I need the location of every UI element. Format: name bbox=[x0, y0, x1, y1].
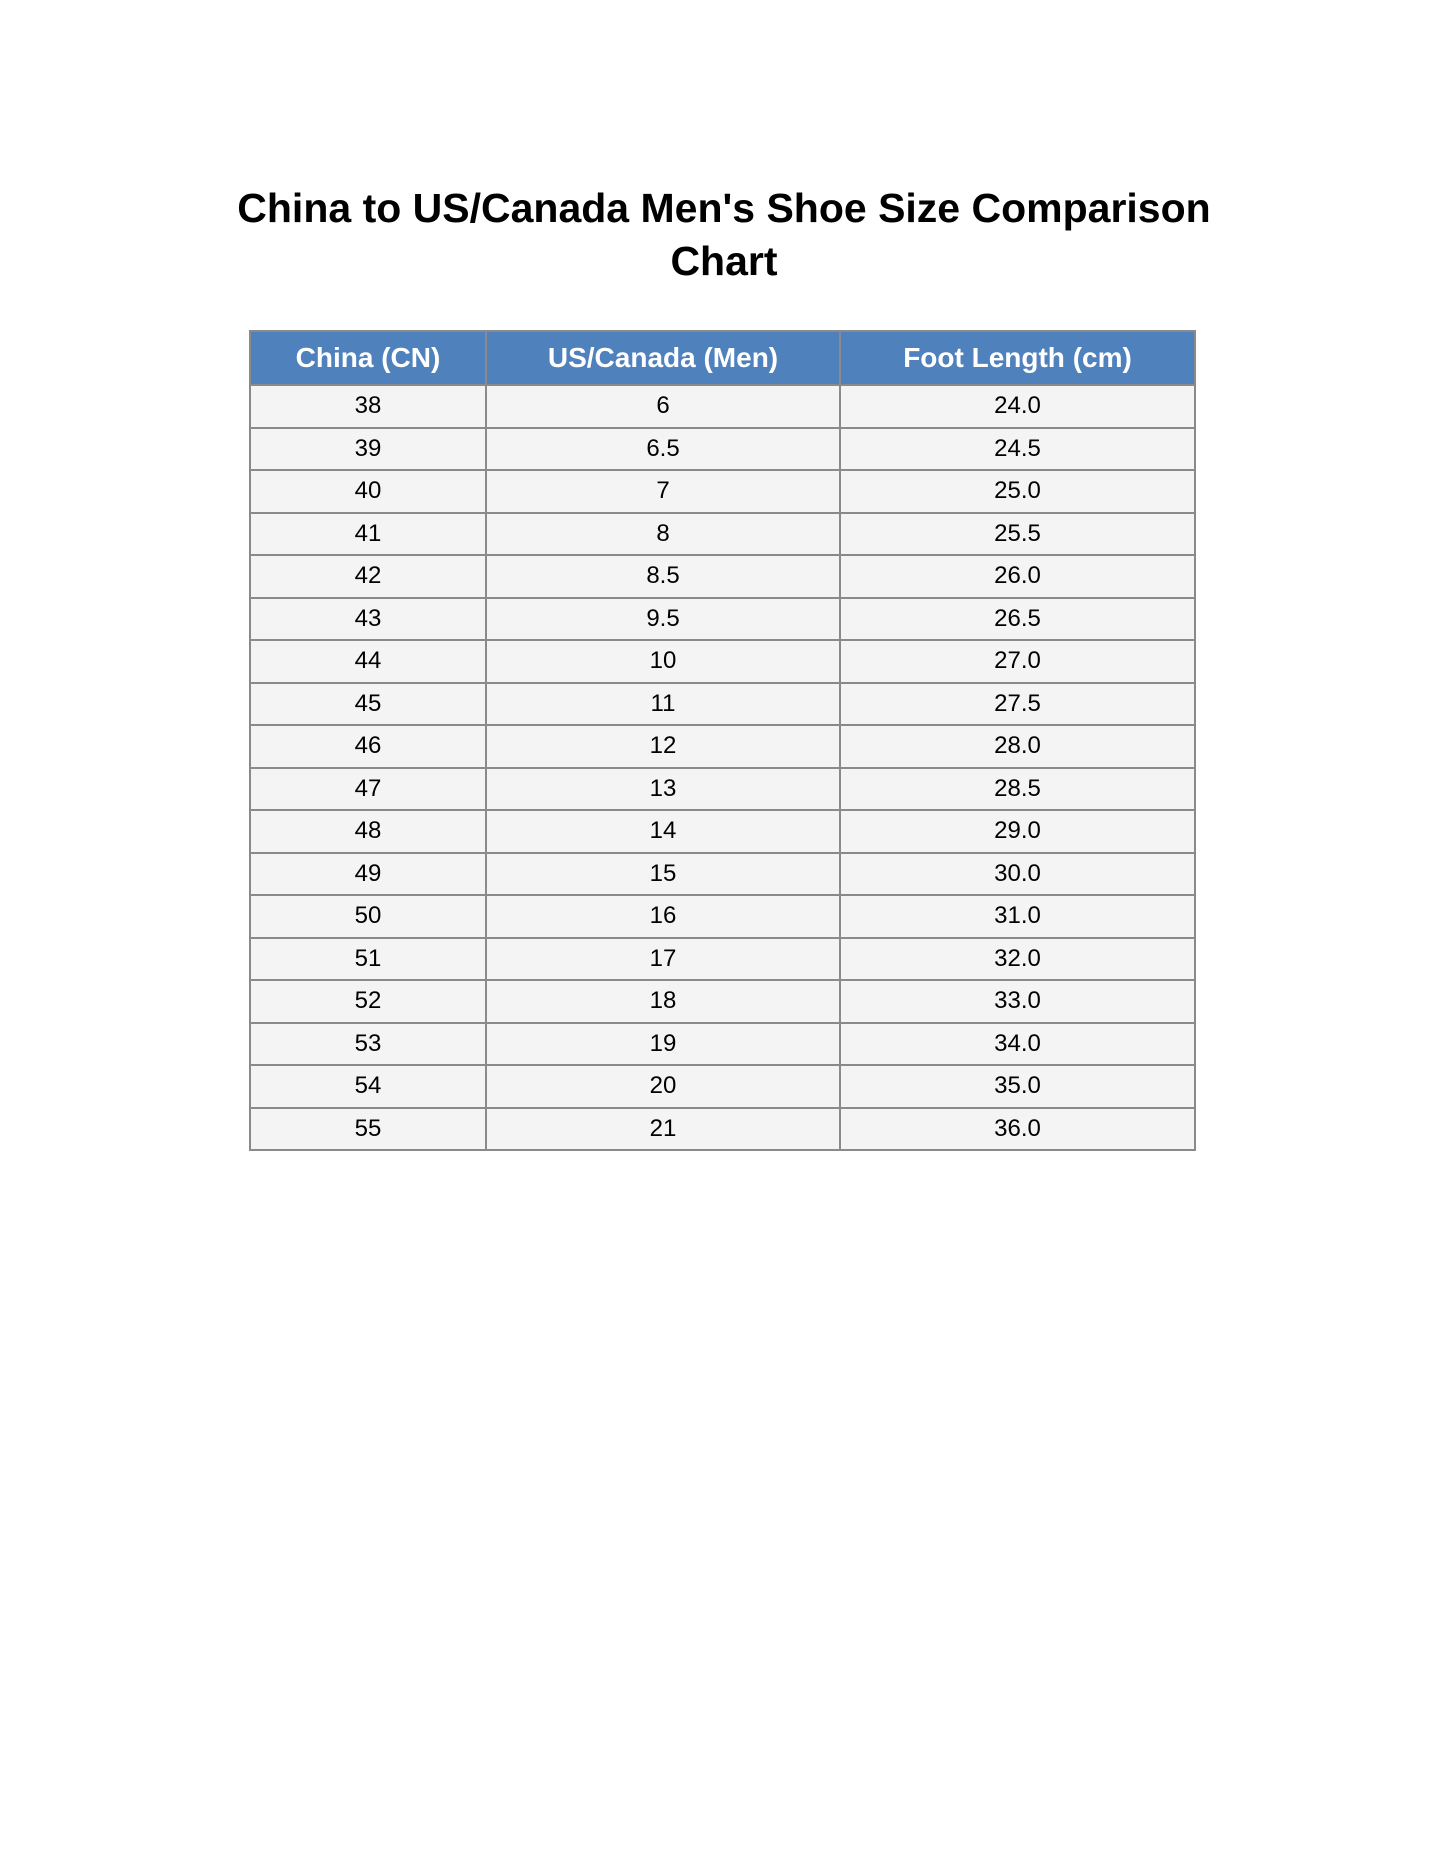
cell-foot-length: 27.5 bbox=[840, 683, 1195, 726]
cell-china-size: 50 bbox=[250, 895, 486, 938]
table-row bbox=[250, 428, 1195, 471]
cell-us-canada-size: 9.5 bbox=[486, 598, 840, 641]
cell-foot-length: 29.0 bbox=[840, 810, 1195, 853]
cell-foot-length: 34.0 bbox=[840, 1023, 1195, 1066]
cell-china-size: 51 bbox=[250, 938, 486, 981]
cell-foot-length: 33.0 bbox=[840, 980, 1195, 1023]
cell-foot-length: 31.0 bbox=[840, 895, 1195, 938]
table-row bbox=[250, 640, 1195, 683]
column-header-foot-length: Foot Length (cm) bbox=[840, 331, 1195, 385]
cell-us-canada-size: 8.5 bbox=[486, 555, 840, 598]
cell-china-size: 42 bbox=[250, 555, 486, 598]
page-title: China to US/Canada Men's Shoe Size Comparison Chart bbox=[237, 185, 1211, 284]
cell-foot-length: 24.0 bbox=[840, 385, 1195, 428]
cell-foot-length: 35.0 bbox=[840, 1065, 1195, 1108]
cell-us-canada-size: 16 bbox=[486, 895, 840, 938]
table-body bbox=[250, 385, 1195, 1150]
cell-foot-length: 27.0 bbox=[840, 640, 1195, 683]
cell-china-size: 54 bbox=[250, 1065, 486, 1108]
cell-china-size: 41 bbox=[250, 513, 486, 556]
cell-china-size: 45 bbox=[250, 683, 486, 726]
table-row bbox=[250, 768, 1195, 811]
cell-china-size: 40 bbox=[250, 470, 486, 513]
table-header-row bbox=[250, 331, 1195, 385]
table-row bbox=[250, 938, 1195, 981]
table-row bbox=[250, 853, 1195, 896]
cell-china-size: 47 bbox=[250, 768, 486, 811]
cell-us-canada-size: 15 bbox=[486, 853, 840, 896]
cell-foot-length: 28.0 bbox=[840, 725, 1195, 768]
table-row bbox=[250, 683, 1195, 726]
cell-china-size: 44 bbox=[250, 640, 486, 683]
cell-us-canada-size: 14 bbox=[486, 810, 840, 853]
table-row bbox=[250, 1108, 1195, 1151]
cell-us-canada-size: 10 bbox=[486, 640, 840, 683]
cell-us-canada-size: 11 bbox=[486, 683, 840, 726]
cell-china-size: 48 bbox=[250, 810, 486, 853]
cell-us-canada-size: 20 bbox=[486, 1065, 840, 1108]
cell-us-canada-size: 18 bbox=[486, 980, 840, 1023]
cell-us-canada-size: 12 bbox=[486, 725, 840, 768]
cell-china-size: 52 bbox=[250, 980, 486, 1023]
cell-us-canada-size: 6 bbox=[486, 385, 840, 428]
cell-foot-length: 32.0 bbox=[840, 938, 1195, 981]
cell-us-canada-size: 19 bbox=[486, 1023, 840, 1066]
cell-china-size: 53 bbox=[250, 1023, 486, 1066]
size-comparison-table bbox=[249, 330, 1196, 1151]
table-row bbox=[250, 385, 1195, 428]
table-row bbox=[250, 1065, 1195, 1108]
cell-china-size: 39 bbox=[250, 428, 486, 471]
table-row bbox=[250, 725, 1195, 768]
cell-foot-length: 36.0 bbox=[840, 1108, 1195, 1151]
cell-foot-length: 28.5 bbox=[840, 768, 1195, 811]
table-row bbox=[250, 513, 1195, 556]
column-header-us-canada: US/Canada (Men) bbox=[486, 331, 840, 385]
cell-foot-length: 25.5 bbox=[840, 513, 1195, 556]
cell-china-size: 49 bbox=[250, 853, 486, 896]
table-row bbox=[250, 598, 1195, 641]
cell-china-size: 46 bbox=[250, 725, 486, 768]
cell-china-size: 43 bbox=[250, 598, 486, 641]
cell-us-canada-size: 13 bbox=[486, 768, 840, 811]
table-row bbox=[250, 1023, 1195, 1066]
cell-us-canada-size: 8 bbox=[486, 513, 840, 556]
table-row bbox=[250, 980, 1195, 1023]
table-row bbox=[250, 895, 1195, 938]
cell-foot-length: 26.0 bbox=[840, 555, 1195, 598]
cell-us-canada-size: 21 bbox=[486, 1108, 840, 1151]
cell-foot-length: 26.5 bbox=[840, 598, 1195, 641]
cell-china-size: 38 bbox=[250, 385, 486, 428]
table-row bbox=[250, 470, 1195, 513]
cell-us-canada-size: 7 bbox=[486, 470, 840, 513]
cell-foot-length: 25.0 bbox=[840, 470, 1195, 513]
table-row bbox=[250, 555, 1195, 598]
cell-us-canada-size: 17 bbox=[486, 938, 840, 981]
cell-china-size: 55 bbox=[250, 1108, 486, 1151]
cell-foot-length: 30.0 bbox=[840, 853, 1195, 896]
cell-foot-length: 24.5 bbox=[840, 428, 1195, 471]
table-row bbox=[250, 810, 1195, 853]
column-header-china: China (CN) bbox=[250, 331, 486, 385]
cell-us-canada-size: 6.5 bbox=[486, 428, 840, 471]
